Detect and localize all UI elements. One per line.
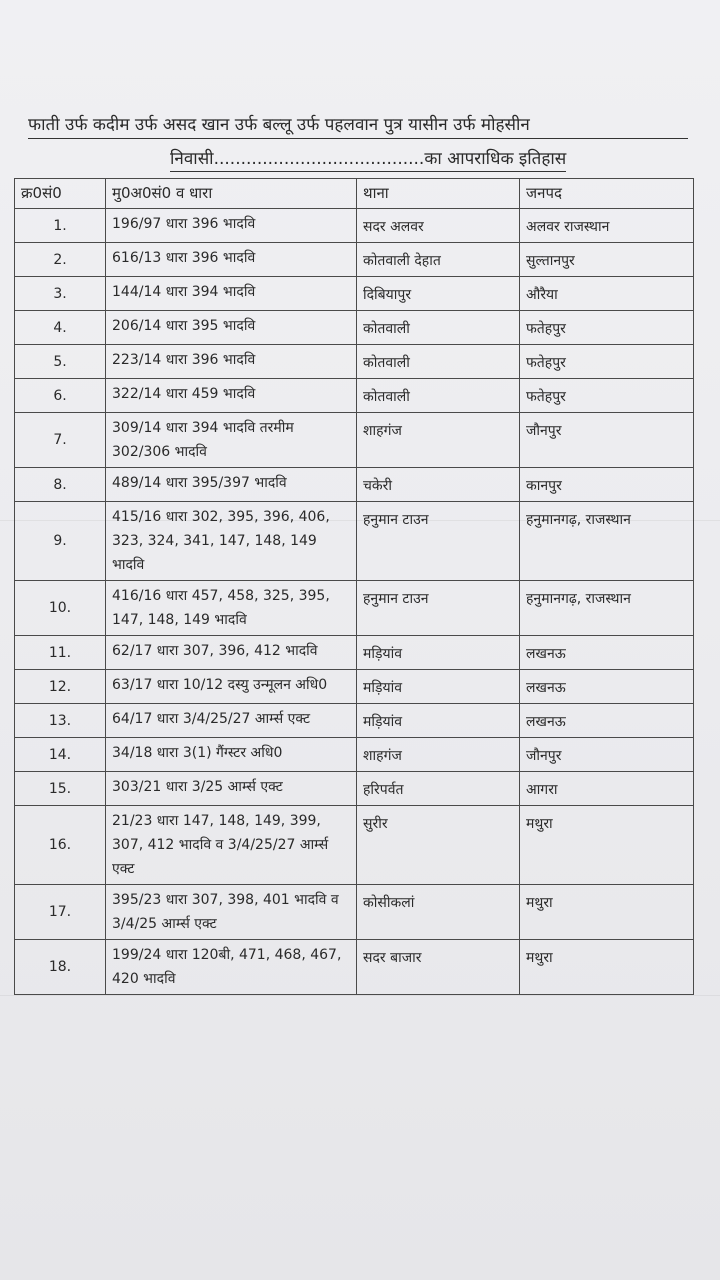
row-district: हनुमानगढ़, राजस्थान [520,502,694,581]
table-row [15,772,694,806]
paper-fold-line [0,995,720,996]
row-district: मथुरा [520,885,694,940]
row-case-and-section: 309/14 धारा 394 भादवि तरमीम 302/306 भादवि [106,413,357,468]
row-police-station: हनुमान टाउन [357,581,520,636]
table-row [15,277,694,311]
row-police-station: कोतवाली देहात [357,243,520,277]
row-district: लखनऊ [520,636,694,670]
table-row [15,413,694,468]
table-row [15,581,694,636]
header-serial: क्र0सं0 [15,179,106,209]
table-row [15,468,694,502]
row-serial-number: 15. [15,772,106,806]
row-case-and-section: 415/16 धारा 302, 395, 396, 406, 323, 324, 341, 147, 148, 149 भादवि [106,502,357,581]
row-serial-number: 11. [15,636,106,670]
table-row [15,885,694,940]
row-serial-number: 18. [15,940,106,995]
row-police-station: सुरीर [357,806,520,885]
row-district: फतेहपुर [520,345,694,379]
table-row [15,345,694,379]
row-case-and-section: 303/21 धारा 3/25 आर्म्स एक्ट [106,772,357,806]
row-serial-number: 9. [15,502,106,581]
row-police-station: सदर अलवर [357,209,520,243]
row-district: हनुमानगढ़, राजस्थान [520,581,694,636]
row-district: फतेहपुर [520,311,694,345]
table-row [15,738,694,772]
row-serial-number: 10. [15,581,106,636]
heading-history-label: का आपराधिक इतिहास [424,149,566,172]
row-serial-number: 8. [15,468,106,502]
row-district: आगरा [520,772,694,806]
row-district: अलवर राजस्थान [520,209,694,243]
heading-line-1: फाती उर्फ कदीम उर्फ असद खान उर्फ बल्लू उर्फ पहलवान पुत्र यासीन उर्फ मोहसीन [28,114,688,139]
criminal-history-table [14,178,694,995]
row-police-station: हनुमान टाउन [357,502,520,581]
table-row [15,636,694,670]
row-serial-number: 14. [15,738,106,772]
header-district: जनपद [520,179,694,209]
table-row [15,243,694,277]
row-case-and-section: 199/24 धारा 120बी, 471, 468, 467, 420 भादवि [106,940,357,995]
table-body [15,209,694,995]
row-police-station: कोतवाली [357,311,520,345]
row-police-station: दिबियापुर [357,277,520,311]
row-case-and-section: 144/14 धारा 394 भादवि [106,277,357,311]
row-district: जौनपुर [520,738,694,772]
table-row [15,209,694,243]
heading-line-2 [170,148,566,170]
row-case-and-section: 322/14 धारा 459 भादवि [106,379,357,413]
header-case-number: मु0अ0सं0 व धारा [106,179,357,209]
row-case-and-section: 196/97 धारा 396 भादवि [106,209,357,243]
table-row [15,311,694,345]
row-case-and-section: 616/13 धारा 396 भादवि [106,243,357,277]
row-serial-number: 13. [15,704,106,738]
table-row [15,379,694,413]
row-police-station: मड़ियांव [357,704,520,738]
row-case-and-section: 395/23 धारा 307, 398, 401 भादवि व 3/4/25 आर्म्स एक्ट [106,885,357,940]
table-row [15,806,694,885]
row-serial-number: 7. [15,413,106,468]
row-police-station: शाहगंज [357,738,520,772]
row-police-station: कोतवाली [357,379,520,413]
table-row [15,502,694,581]
row-serial-number: 3. [15,277,106,311]
row-serial-number: 1. [15,209,106,243]
row-district: मथुरा [520,806,694,885]
row-case-and-section: 206/14 धारा 395 भादवि [106,311,357,345]
row-police-station: सदर बाजार [357,940,520,995]
row-case-and-section: 489/14 धारा 395/397 भादवि [106,468,357,502]
row-serial-number: 4. [15,311,106,345]
row-case-and-section: 416/16 धारा 457, 458, 325, 395, 147, 148, 149 भादवि [106,581,357,636]
row-case-and-section: 62/17 धारा 307, 396, 412 भादवि [106,636,357,670]
row-case-and-section: 64/17 धारा 3/4/25/27 आर्म्स एक्ट [106,704,357,738]
row-district: फतेहपुर [520,379,694,413]
row-police-station: शाहगंज [357,413,520,468]
table-header-row [15,179,694,209]
row-serial-number: 6. [15,379,106,413]
row-police-station: कोतवाली [357,345,520,379]
row-police-station: चकेरी [357,468,520,502]
table-row [15,704,694,738]
row-case-and-section: 21/23 धारा 147, 148, 149, 399, 307, 412 भादवि व 3/4/25/27 आर्म्स एक्ट [106,806,357,885]
row-district: मथुरा [520,940,694,995]
table-row [15,670,694,704]
row-serial-number: 16. [15,806,106,885]
row-district: लखनऊ [520,704,694,738]
row-case-and-section: 63/17 धारा 10/12 दस्यु उन्मूलन अधि0 [106,670,357,704]
row-serial-number: 5. [15,345,106,379]
row-serial-number: 12. [15,670,106,704]
row-district: औरैया [520,277,694,311]
row-district: कानपुर [520,468,694,502]
row-police-station: कोसीकलां [357,885,520,940]
row-case-and-section: 34/18 धारा 3(1) गैंग्स्टर अधि0 [106,738,357,772]
row-serial-number: 2. [15,243,106,277]
row-district: सुल्तानपुर [520,243,694,277]
row-case-and-section: 223/14 धारा 396 भादवि [106,345,357,379]
row-police-station: मड़ियांव [357,636,520,670]
row-district: जौनपुर [520,413,694,468]
row-police-station: मड़ियांव [357,670,520,704]
heading-resident-label: निवासी....................................... [170,149,424,172]
row-police-station: हरिपर्वत [357,772,520,806]
row-serial-number: 17. [15,885,106,940]
table-row [15,940,694,995]
header-police-station: थाना [357,179,520,209]
row-district: लखनऊ [520,670,694,704]
